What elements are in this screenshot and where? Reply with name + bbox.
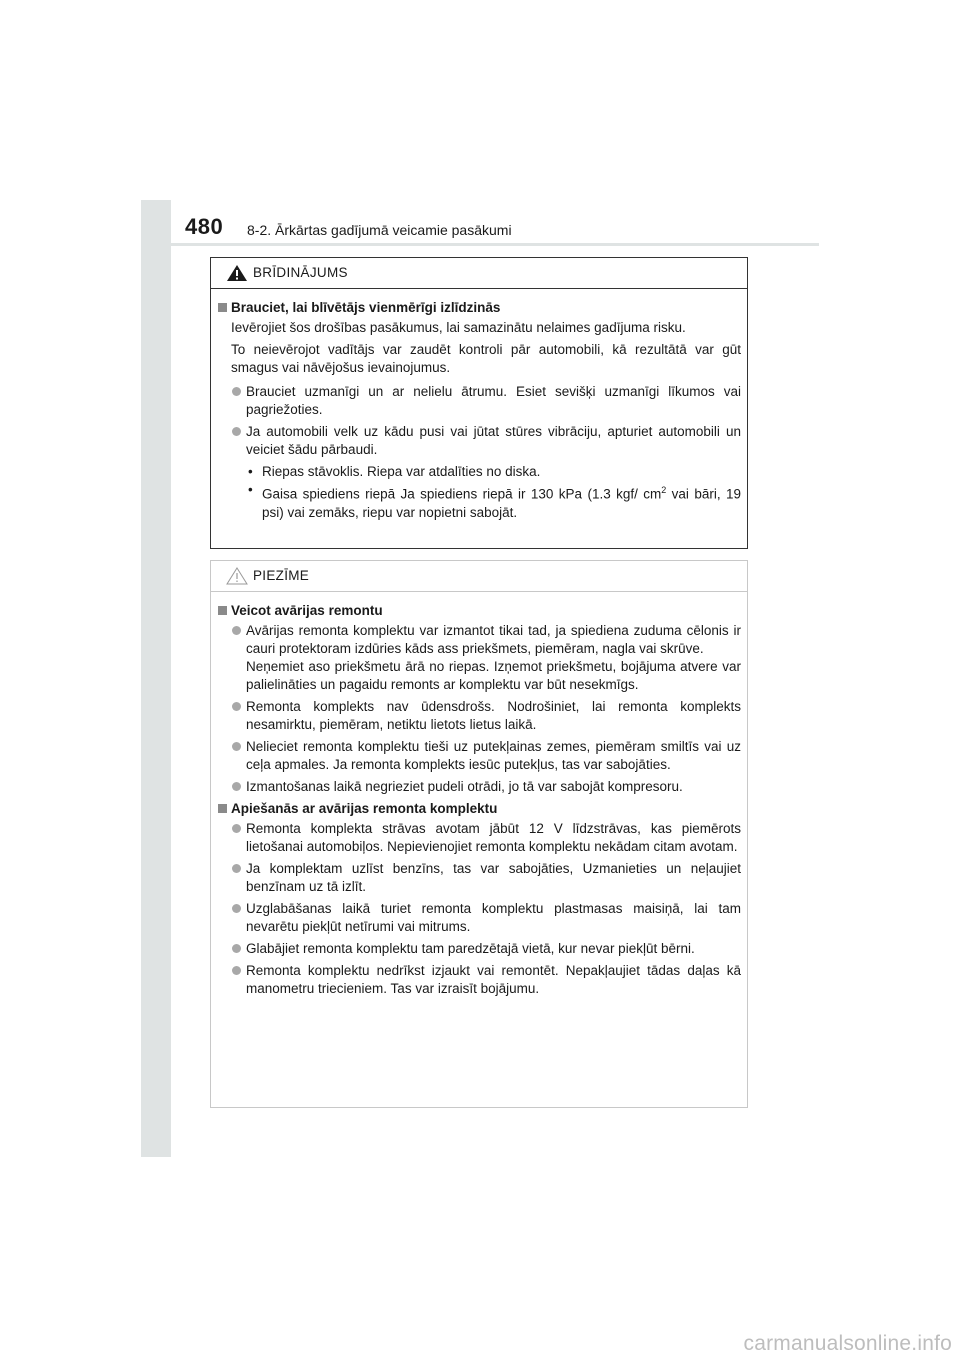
notice-bullet: Remonta komplekta strāvas avotam jābūt 12 V līdzstrāvas, kas piemērots lietošanai automobiļos. Nepievienojiet remonta komplektu nekādam citam avotam. bbox=[232, 820, 741, 856]
round-bullet-icon bbox=[232, 427, 241, 436]
header-rule bbox=[171, 243, 819, 246]
round-bullet-icon bbox=[232, 702, 241, 711]
notice-bullet: Izmantošanas laikā negrieziet pudeli otrādi, jo tā var sabojāt kompresoru. bbox=[232, 778, 741, 796]
notice-bullet: Uzglabāšanas laikā turiet remonta komplektu plastmasas maisiņā, lai tam nevarētu piekļūt netīrumi vai mitrums. bbox=[232, 900, 741, 936]
warning-box-header bbox=[211, 258, 747, 289]
warning-subheading: Brauciet, lai blīvētājs vienmērīgi izlīdzinās bbox=[218, 299, 741, 317]
round-bullet-icon bbox=[232, 864, 241, 873]
notice-bullet: Avārijas remonta komplektu var izmantot tikai tad, ja spiediena zuduma cēlonis ir cauri protektoram izdūries kāds ass priekšmets, piemēram, nagla vai skrūve. Neņemiet aso priekšmetu ārā no riepas. Izņemot priekšmetu, bojājuma atvere var palielināties un pagaidu remonts ar komplektu var būt nesekmīgs. bbox=[232, 622, 741, 694]
warning-triangle-icon bbox=[226, 264, 248, 285]
warning-box bbox=[210, 257, 748, 549]
notice-triangle-icon bbox=[226, 567, 248, 588]
round-bullet-icon bbox=[232, 387, 241, 396]
warning-bullet: Brauciet uzmanīgi un ar nelielu ātrumu. Esiet sevišķi uzmanīgi līkumos vai pagriežoties. bbox=[232, 383, 741, 419]
warning-paragraph: Ievērojiet šos drošības pasākumus, lai samazinātu nelaimes gadījuma risku. bbox=[231, 320, 686, 335]
warning-box-title: BRĪDINĀJUMS bbox=[253, 265, 348, 280]
notice-subheading: Veicot avārijas remontu bbox=[218, 602, 741, 620]
square-bullet-icon bbox=[218, 606, 227, 615]
notice-bullet: Glabājiet remonta komplektu tam paredzētajā vietā, kur nevar piekļūt bērni. bbox=[232, 940, 741, 958]
round-bullet-icon bbox=[232, 626, 241, 635]
page-edge-tab bbox=[141, 200, 171, 1157]
square-bullet-icon bbox=[218, 303, 227, 312]
watermark: carmanualsonline.info bbox=[743, 1332, 952, 1355]
notice-box bbox=[210, 560, 748, 1108]
page-number: 480 bbox=[185, 214, 224, 239]
notice-bullet: Nelieciet remonta komplektu tieši uz putekļainas zemes, piemēram smiltīs vai uz ceļa apmales. Ja remonta komplekts iesūc putekļus, tas var sabojāties. bbox=[232, 738, 741, 774]
square-bullet-icon bbox=[218, 804, 227, 813]
round-bullet-icon bbox=[232, 824, 241, 833]
round-bullet-icon bbox=[232, 742, 241, 751]
warning-bullet: Ja automobili velk uz kādu pusi vai jūtat stūres vibrāciju, apturiet automobili un veiciet šādu pārbaudi. bbox=[232, 423, 741, 459]
notice-box-header bbox=[211, 561, 747, 592]
notice-bullet: Remonta komplektu nedrīkst izjaukt vai remontēt. Nepakļaujiet tādas daļas kā manometru triecieniem. Tas var izraisīt bojājumu. bbox=[232, 962, 741, 998]
round-bullet-icon bbox=[232, 904, 241, 913]
section-title: 8-2. Ārkārtas gadījumā veicamie pasākumi bbox=[247, 222, 512, 238]
warning-subitem: • Riepas stāvoklis. Riepa var atdalīties no diska. bbox=[248, 464, 541, 479]
round-bullet-icon bbox=[232, 944, 241, 953]
round-bullet-icon bbox=[232, 966, 241, 975]
notice-bullet: Ja komplektam uzlīst benzīns, tas var sabojāties, Uzmanieties un neļaujiet benzīnam uz tā izlīt. bbox=[232, 860, 741, 896]
round-bullet-icon bbox=[232, 782, 241, 791]
notice-bullet: Remonta komplekts nav ūdensdrošs. Nodrošiniet, lai remonta komplekts nesamirktu, piemēram, netiktu lietots lietus laikā. bbox=[232, 698, 741, 734]
notice-subheading: Apiešanās ar avārijas remonta komplektu bbox=[218, 800, 741, 818]
notice-box-title: PIEZĪME bbox=[253, 568, 310, 583]
warning-paragraph: To neievērojot vadītājs var zaudēt kontroli pār automobili, kā rezultātā var gūt smagus vai nāvējošus ievainojumus. bbox=[231, 342, 741, 375]
warning-subitem: • Gaisa spiediens riepā Ja spiediens riepā ir 130 kPa (1.3 kgf/ $cm^2$ vai bāri, 19 psi) vai zemāks, riepu var nopietni sabojāt. bbox=[248, 482, 741, 520]
